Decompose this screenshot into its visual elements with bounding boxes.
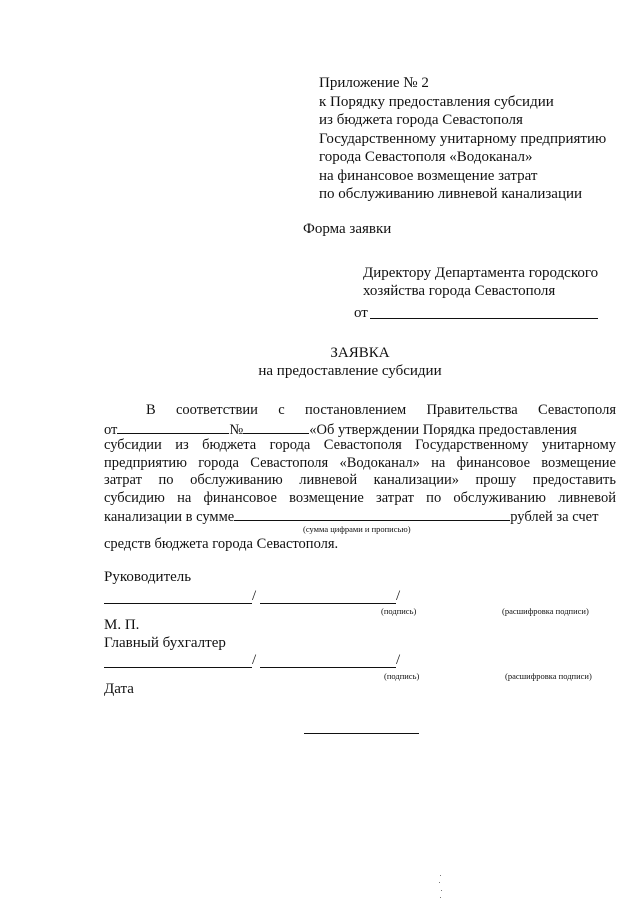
head-signature-hint: (подпись) [381, 606, 417, 616]
accountant-slash-end: / [396, 652, 401, 668]
head-slash-end: / [396, 588, 401, 604]
amount-label: канализации в сумме [104, 509, 235, 525]
resolution-number-label: № [229, 421, 244, 438]
appendix-line: Приложение № 2 [319, 75, 429, 91]
paragraph-row-7 [104, 507, 616, 525]
form-label: Форма заявки [303, 221, 392, 237]
accountant-slash: / [252, 652, 257, 668]
appendix-line: по обслуживанию ливневой канализации [319, 186, 583, 202]
paragraph-row-3: субсидии из бюджета города Севастополя Государственному унитарному [104, 437, 616, 453]
paragraph-row-4: предприятию города Севастополя «Водоканал» на финансовое возмещение [104, 454, 616, 471]
addressee-line-1: Директору Департамента городского [363, 265, 599, 281]
appendix-line: города Севастополя «Водоканал» [319, 149, 533, 165]
document-title: ЗАЯВКА [330, 345, 390, 361]
resolution-date-blank[interactable] [117, 420, 229, 434]
amount-currency-text: рублей за счет [510, 509, 599, 525]
document-subtitle: на предоставление субсидии [258, 363, 442, 379]
addressee-from-label: от [354, 305, 368, 321]
head-label: Руководитель [104, 569, 192, 585]
appendix-line: к Порядку предоставления субсидии [319, 93, 554, 110]
head-slash: / [252, 588, 257, 604]
addressee-from-blank[interactable] [370, 318, 598, 319]
closing-separator [304, 733, 419, 734]
appendix-line: на финансовое возмещение затрат [319, 167, 538, 184]
amount-blank[interactable] [234, 507, 510, 521]
head-signature-blank[interactable] [104, 603, 252, 604]
resolution-title-start: «Об утверждении Порядка предоставления [309, 421, 577, 438]
paragraph-row-1: В соответствии с постановлением Правительства Севастополя [146, 402, 616, 418]
stamp-label: М. П. [104, 617, 140, 633]
appendix-line: Государственному унитарному предприятию [319, 130, 607, 147]
addressee-line-2: хозяйства города Севастополя [363, 283, 556, 299]
date-from-label: от [104, 421, 118, 438]
paragraph-row-5: затрат по обслуживанию ливневой канализации» прошу предоставить [104, 472, 616, 488]
addressee-block [363, 264, 598, 300]
head-decoding-hint: (расшифровка подписи) [502, 606, 589, 616]
date-label: Дата [104, 681, 134, 697]
accountant-signature-hint: (подпись) [384, 671, 420, 681]
accountant-decoding-blank[interactable] [260, 667, 396, 668]
amount-hint: (сумма цифрами и прописью) [303, 524, 411, 534]
paragraph-row-6: субсидию на финансовое возмещение затрат по обслуживанию ливневой [104, 489, 616, 506]
resolution-number-blank[interactable] [243, 420, 309, 434]
paragraph-row-2 [104, 420, 616, 438]
appendix-line: из бюджета города Севастополя [319, 112, 523, 128]
appendix-block [319, 74, 606, 204]
accountant-signature-blank[interactable] [104, 667, 252, 668]
accountant-decoding-hint: (расшифровка подписи) [505, 671, 592, 681]
accountant-label: Главный бухгалтер [104, 635, 226, 651]
head-decoding-blank[interactable] [260, 603, 396, 604]
request-paragraph [104, 402, 616, 525]
paragraph-row-8: средств бюджета города Севастополя. [104, 536, 339, 552]
